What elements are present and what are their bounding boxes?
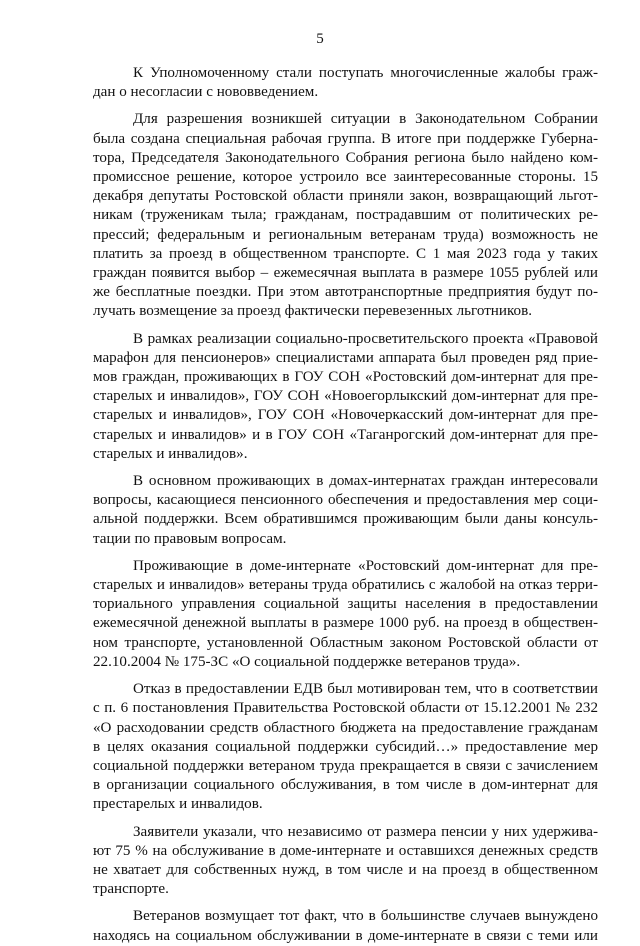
- text-line: ежемесячной денежной выплаты в размере 1000 руб. на проезд в обществен-: [93, 615, 598, 632]
- text-line: транспорте.: [93, 881, 169, 898]
- text-line: старелых и инвалидов» ветераны труда обратились с жалобой на отказ терри-: [93, 577, 598, 594]
- paragraph: [93, 64, 598, 102]
- text-line: в целях оказания социальной поддержки субсидий…» предоставление мер: [93, 738, 598, 755]
- text-line: граждан появится выбор – ежемесячная выплата в размере 1055 рублей или: [93, 265, 598, 282]
- text-line: промиссное решение, которое устроило все заинтересованные стороны. 15: [93, 169, 598, 186]
- text-line: престарелых и инвалидов.: [93, 796, 263, 813]
- text-line: в организации социального обслуживания, в том числе в дом-интернат для: [93, 777, 598, 794]
- text-line: Заявители указали, что независимо от размера пенсии у них удержива-: [133, 823, 598, 840]
- text-line: Отказ в предоставлении ЕДВ был мотивирован тем, что в соответствии: [133, 681, 598, 698]
- text-line: находясь на социальном обслуживании в доме-интернате в связи с теми или: [93, 927, 598, 944]
- paragraph: [93, 472, 598, 549]
- page-number: 5: [316, 31, 324, 47]
- text-line: старелых и инвалидов», ГОУ СОН «Новочеркасский дом-интернат для пре-: [93, 407, 598, 424]
- text-line: альной поддержки. Всем обратившимся проживающим были даны консуль-: [93, 511, 598, 528]
- text-line: дан о несогласии с нововведением.: [93, 84, 319, 101]
- text-line: прессий; федеральным и региональным ветеранам труда) возможность не: [93, 226, 598, 243]
- text-line: В рамках реализации социально-просветительского проекта «Правовой: [133, 330, 598, 347]
- text-line: не хватает для собственных нужд, в том числе и на проезд в общественном: [93, 861, 598, 878]
- text-line: старелых и инвалидов», ГОУ СОН «Новоегорлыкский дом-интернат для пре-: [93, 388, 598, 405]
- text-line: Проживающие в доме-интернате «Ростовский дом-интернат для пре-: [133, 557, 598, 574]
- text-line: была создана специальная рабочая группа. В итоге при поддержке Губерна-: [93, 130, 598, 147]
- paragraph: [93, 907, 598, 945]
- text-line: Для разрешения возникшей ситуации в Законодательном Собрании: [133, 111, 598, 128]
- paragraph: [93, 557, 598, 672]
- text-line: мов граждан, проживающих в ГОУ СОН «Ростовский дом-интернат для пре-: [93, 369, 598, 386]
- text-line: ториального управления социальной защиты населения в предоставлении: [93, 596, 598, 613]
- text-line: лучать возмещение за проезд фактически перевезенных льготников.: [93, 303, 532, 320]
- text-line: ном транспорте, установленной Областным законом Ростовской области от: [93, 634, 598, 651]
- text-line: старелых и инвалидов» и в ГОУ СОН «Таганрогский дом-интернат для пре-: [93, 426, 598, 443]
- text-line: социальной поддержки ветераном труда прекращается в связи с зачислением: [93, 757, 598, 774]
- text-line: К Уполномоченному стали поступать многочисленные жалобы граж-: [133, 65, 598, 81]
- text-line: декабря депутаты Ростовской области приняли закон, возвращающий льгот-: [93, 188, 598, 205]
- text-line: вопросы, касающиеся пенсионного обеспечения и предоставления мер соци-: [93, 492, 598, 509]
- paragraph: [93, 680, 598, 814]
- text-line: «О расходовании средств областного бюджета на предоставление гражданам: [93, 719, 598, 736]
- paragraph: [93, 823, 598, 900]
- text-line: марафон для пенсионеров» специалистами аппарата был проведен ряд прие-: [93, 349, 598, 366]
- text-line: никам (труженикам тыла; гражданам, пострадавшим от политических ре-: [93, 207, 598, 224]
- text-line: В основном проживающих в домах-интернатах граждан интересовали: [133, 473, 598, 490]
- text-line: ют 75 % на обслуживание в доме-интернате и оставшихся денежных средств: [93, 842, 598, 859]
- paragraph: [93, 110, 598, 321]
- text-line: платить за проезд в общественном транспорте. С 1 мая 2023 года у таких: [93, 245, 598, 262]
- text-line: тации по правовым вопросам.: [93, 530, 287, 547]
- document-body: [93, 64, 598, 946]
- text-line: с п. 6 постановления Правительства Ростовской области от 15.12.2001 № 232: [93, 700, 598, 717]
- text-line: тора, Председателя Законодательного Собрания региона было найдено ком-: [93, 149, 598, 166]
- paragraph: [93, 330, 598, 464]
- text-line: Ветеранов возмущает тот факт, что в большинстве случаев вынуждено: [133, 908, 598, 925]
- text-line: же бесплатные поездки. При этом автотранспортные предприятия будут по-: [93, 284, 598, 301]
- text-line: 22.10.2004 № 175-ЗС «О социальной поддержке ветеранов труда».: [93, 653, 521, 670]
- text-line: старелых и инвалидов».: [93, 445, 248, 462]
